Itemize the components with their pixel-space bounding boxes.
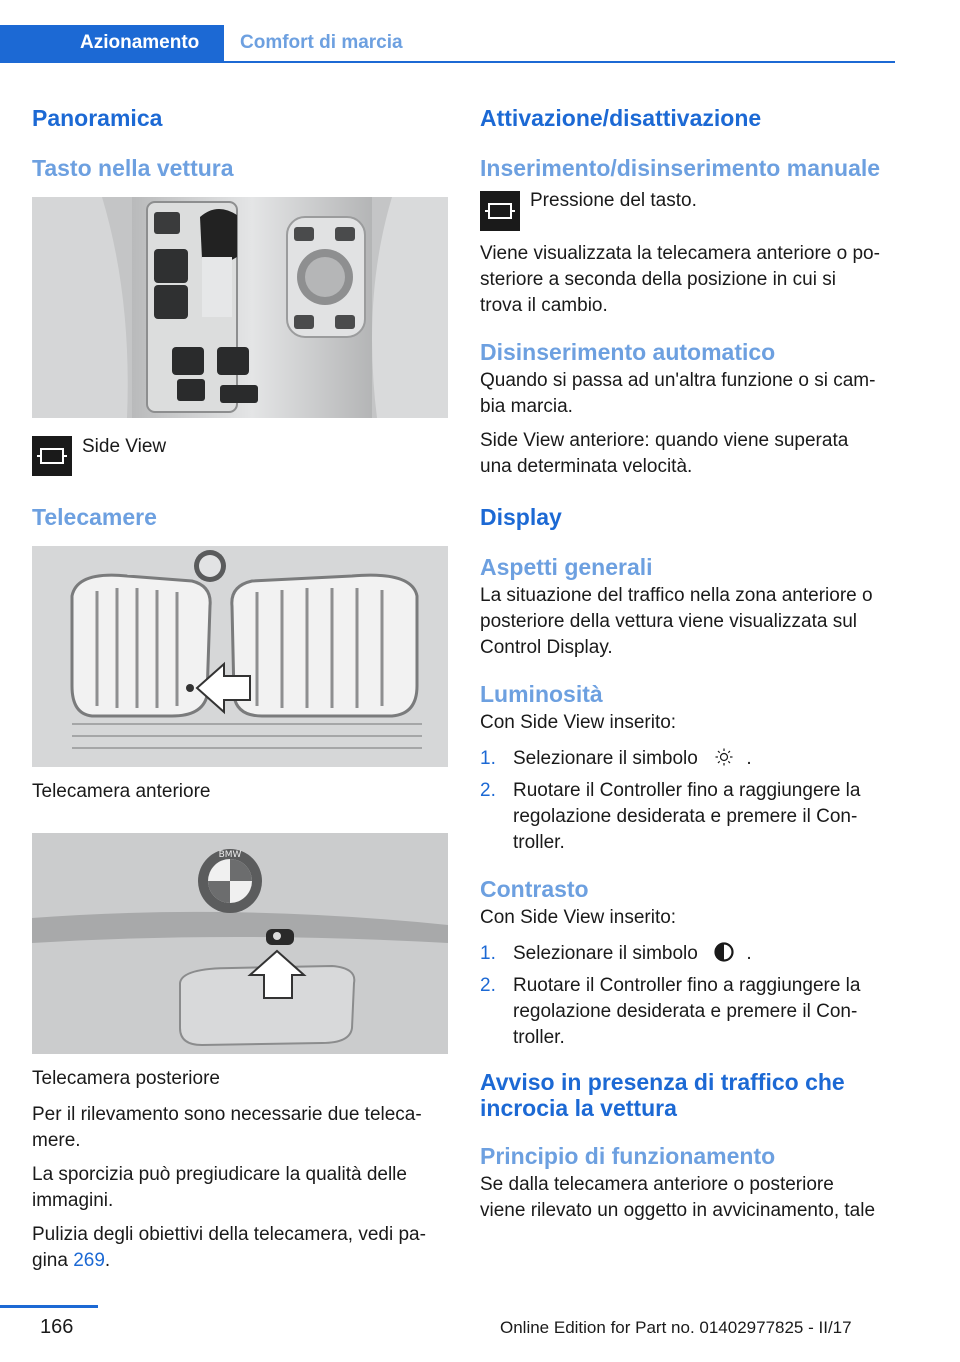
- side-view-key-row: [32, 436, 448, 476]
- step-number: 2.: [480, 780, 496, 801]
- page-link-269[interactable]: 269: [73, 1250, 105, 1271]
- heading-aspetti-generali: Aspetti generali: [480, 554, 653, 580]
- para-se-dalla: Se dalla telecamera anteriore o posteriore viene rilevato un oggetto in avvicinamento, tale: [480, 1174, 876, 1221]
- contrasto-steps: [480, 941, 895, 1051]
- press-key-text: Pressione del tasto.: [530, 190, 697, 211]
- list-item: [480, 746, 895, 772]
- luminosita-steps: [480, 746, 895, 856]
- front-camera-image: [32, 546, 448, 767]
- para-visualizzata: Viene visualizzata la telecamera anteriore o po‐ steriore a seconda della posizione in cui si trova il cambio.: [480, 243, 880, 316]
- step-number: 1.: [480, 943, 496, 964]
- heading-display: Display: [480, 504, 562, 530]
- page-number: 166: [40, 1316, 74, 1338]
- step-text-main: Selezionare il simbolo: [513, 943, 698, 964]
- chapter-header: [0, 25, 895, 63]
- para-quando: Quando si passa ad un'altra funzione o si cam‐ bia marcia.: [480, 370, 876, 417]
- caption-rear-camera: Telecamera posteriore: [32, 1068, 220, 1089]
- para-con-side-view-2: Con Side View inserito:: [480, 907, 677, 928]
- footer-accent-line: [0, 1305, 98, 1308]
- para-due-telecamere: Per il rilevamento sono necessarie due teleca‐ mere.: [32, 1104, 422, 1151]
- list-item: [480, 778, 895, 856]
- step-text: [513, 941, 752, 967]
- heading-principio-funzionamento: Principio di funzionamento: [480, 1143, 776, 1169]
- step-text: Ruotare il Controller fino a raggiungere la regolazione desiderata e premere il Con‐ troller.: [513, 780, 861, 853]
- para-pulizia-text: Pulizia degli obiettivi della telecamera, vedi pa‐ gina: [32, 1224, 426, 1271]
- heading-disinserimento-automatico: Disinserimento automatico: [480, 339, 776, 365]
- bmw-logo-text: BMW: [218, 850, 242, 860]
- list-item: [480, 973, 895, 1051]
- heading-telecamere: Telecamere: [32, 504, 157, 530]
- step-text-end: .: [746, 943, 752, 964]
- step-number: 2.: [480, 975, 496, 996]
- para-sporcizia: La sporcizia può pregiudicare la qualità delle immagini.: [32, 1164, 407, 1211]
- contrast-icon: [711, 942, 737, 962]
- list-item: [480, 941, 895, 967]
- step-text: Ruotare il Controller fino a raggiungere la regolazione desiderata e premere il Con‐ troller.: [513, 975, 861, 1048]
- rear-tailgate-illustration: [32, 833, 448, 1054]
- caption-front-camera: Telecamera anteriore: [32, 781, 211, 802]
- tab-azionamento[interactable]: Azionamento: [0, 25, 224, 61]
- camera-key-icon: [480, 191, 520, 231]
- center-console-illustration: [32, 197, 448, 418]
- sun-icon: [711, 748, 737, 766]
- heading-panoramica: Panoramica: [32, 105, 163, 131]
- tab-comfort-di-marcia[interactable]: Comfort di marcia: [240, 32, 403, 53]
- press-key-row: [480, 191, 895, 231]
- left-column: [32, 100, 448, 1274]
- rear-camera-image: [32, 833, 448, 1054]
- step-text-end: .: [746, 748, 752, 769]
- heading-inserimento-manuale: Inserimento/disinserimento manuale: [480, 155, 881, 181]
- heading-tasto-nella-vettura: Tasto nella vettura: [32, 155, 234, 181]
- step-text: [513, 746, 752, 772]
- step-number: 1.: [480, 748, 496, 769]
- heading-luminosita: Luminosità: [480, 681, 603, 707]
- para-side-view-anteriore: Side View anteriore: quando viene superata una determinata velocità.: [480, 430, 849, 477]
- para-pulizia: [32, 1222, 448, 1274]
- para-pulizia-end: .: [104, 1250, 111, 1271]
- camera-key-icon: [32, 436, 72, 476]
- para-situazione: La situazione del traffico nella zona anteriore o posteriore della vettura viene visualizzata sul Control Display.: [480, 585, 873, 658]
- step-text-main: Selezionare il simbolo: [513, 748, 698, 769]
- front-grille-illustration: [32, 546, 448, 767]
- edition-info: Online Edition for Part no. 01402977825 - II/17: [500, 1318, 852, 1337]
- console-image: [32, 197, 448, 418]
- side-view-label: Side View: [82, 436, 167, 457]
- heading-attivazione: Attivazione/disattivazione: [480, 105, 762, 131]
- heading-contrasto: Contrasto: [480, 876, 589, 902]
- heading-avviso-traffico: Avviso in presenza di traffico che incrocia la vettura: [480, 1069, 845, 1121]
- right-column: [480, 100, 895, 1224]
- para-con-side-view-1: Con Side View inserito:: [480, 712, 677, 733]
